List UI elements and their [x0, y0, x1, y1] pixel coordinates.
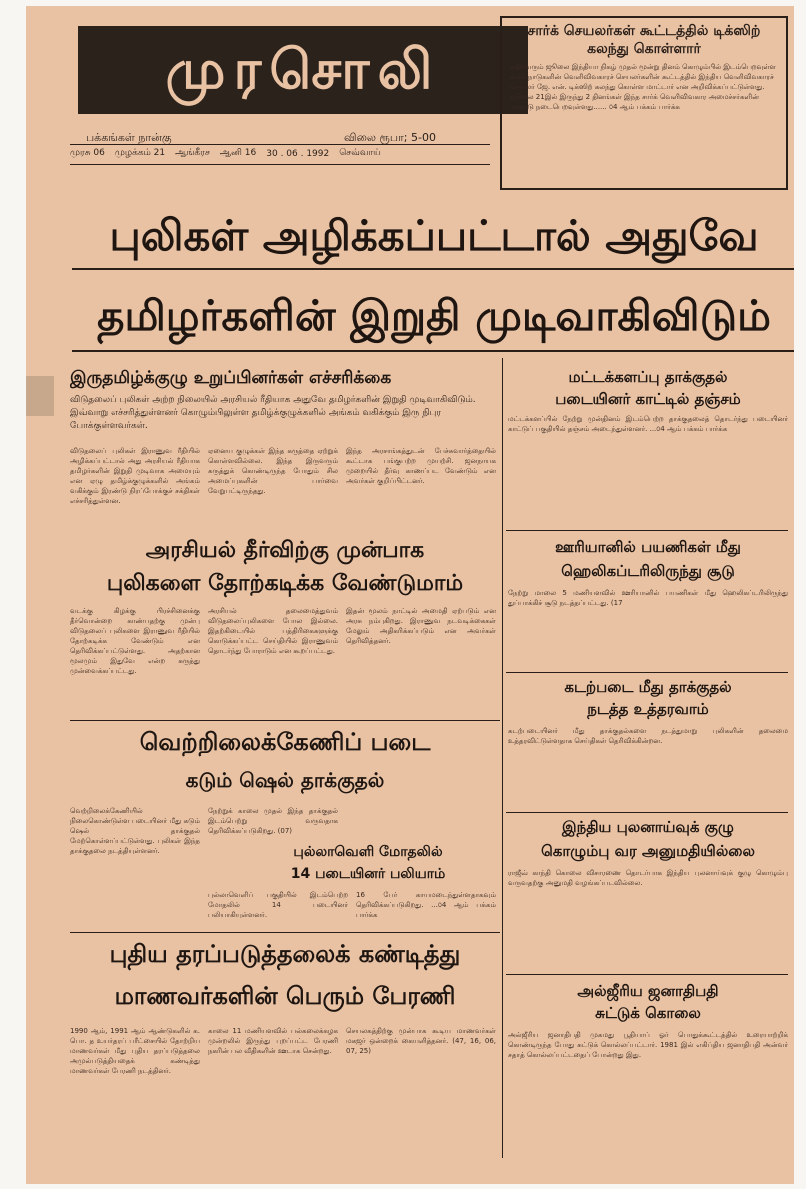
algeria-text: அல்ஜீரிய ஜனாதிபதி முகமது பூதியாப் ஓர் பொதுக்கூட்டத்தில் உரையாற்றிக் கொண்டிருந்த போது சுட்டுக் கொல்லப்பட்டார். 1981 இல் எகிப்திய ஜனாதிபதி அன்வர் சதாத் கொல்லப்பட்டதைப் போன்றது இது. — [508, 1031, 788, 1059]
price: விலை ரூபா; 5-00 — [344, 131, 436, 144]
batticaloa-text: மட்டக்களப்பில் நேற்று முன்தினம் இடம்பெற்ற தாக்குதலைத் தொடர்ந்து படையினர் காட்டுப் பகுதியில் தஞ்சம் அடைந்துள்ளனர். ...௦4 ஆம் பக்கம் பார்க்க — [508, 415, 788, 433]
pullavelly-text-2: 16 பேர் காயமடைந்துள்ளதாகவும் தெரிவிக்கப்படுகிறது. ...௦4 ஆம் பக்கம் பார்க்க — [356, 891, 496, 919]
lead-body-left: விடுதலைப் புலிகள் இராணுவ ரீதியில் அழிக்கப்பட்டால் அது அரசியல் ரீதியாக தமிழர்களின் இறுதி முடிவாக அமையும் என ஏழு தமிழ்க்குழுக்களில் அங்கம் வகிக்கும் இரண்டு நிரப்போக்குச் சக்திகள் எச்சரித்துள்ளன. — [70, 447, 200, 505]
uriyan-headline-2: ஹெலிகப்டரிலிருந்து சூடு — [561, 562, 735, 580]
box-story-headline: சார்க் செயலர்கள் கூட்டத்தில் டிக்ஸிற் கலந்து கொள்ளார் — [527, 23, 761, 57]
vettilai-text-2: நேற்றுக் காலை முதல் இந்த தாக்குதல் இடம்பெற்று வருவதாக தெரிவிக்கப்படுகிறது. (07) — [208, 807, 338, 835]
issue-number: முழக்கம் 21 — [114, 148, 166, 158]
vettilai-col-1 — [70, 806, 200, 916]
students-headline-1: புதிய தரப்படுத்தலைக் கண்டித்து — [109, 940, 461, 968]
tamil-date: ஆனி 16 — [219, 148, 257, 158]
lead-col-2 — [208, 446, 338, 528]
batticaloa-headline-1: மட்டக்களப்பு தாக்குதல் — [568, 368, 728, 386]
algeria-headline-2: சுட்டுக் கொலை — [595, 1004, 701, 1022]
students-headline-2: மாணவர்களின் பெரும் பேரணி — [114, 982, 456, 1010]
rule — [506, 812, 788, 813]
sea-headline-2: நடத்த உத்தரவாம் — [587, 700, 709, 718]
uriyan-col — [508, 588, 788, 668]
rule — [70, 144, 490, 145]
algeria-headline-1: அல்ஜீரிய ஜனாதிபதி — [577, 982, 719, 1000]
vettilai-col-2 — [208, 806, 338, 842]
india-col — [508, 868, 788, 968]
sub-headline-line2: புலிகளை தோற்கடிக்க வேண்டுமாம் — [106, 571, 464, 596]
lead-col-1 — [70, 446, 200, 528]
box-story-text: எதிர்வரும் ஜூலை இந்தியா நிகழ் முதல் மூன்று தினம் கொழும்பில் இடம்பெறவுள்ள சார்க் நாடுகளின் வெளிவிவகாரச் செயலர்களின் கூட்டத்தில் இந்திய வெளிவிவகாரச் செயலர் ஜே. என். டிக்ஸிற் கலந்து கொள்ள மாட்டார் என அறிவிக்கப்பட்டுள்ளது. ஜூலை 21இல் இருந்து 2 தினங்கள் இந்த சார்க் வெளிவிவகார அமைச்சர்களின் மாநாடு நடைபெறவுள்ளது...... ௦4 ஆம் பக்கம் பார்க்க — [510, 63, 776, 111]
batticaloa-headline-2: படையினர் காட்டில் தஞ்சம் — [555, 390, 741, 408]
pullavelly-headline-2: 14 படையினர் பலியாம் — [290, 866, 446, 882]
algeria-col — [508, 1030, 788, 1156]
sea-col — [508, 726, 788, 806]
main-headline-line2: தமிழர்களின் இறுதி முடிவாகிவிடும் — [97, 291, 771, 340]
students-col-3 — [346, 1026, 496, 1156]
india-text: ராஜீவ் காந்தி கொலை விசாரணை தொடர்பாக இந்திய புலனாய்வுக் குழு கொழும்பு வருவதற்கு அனுமதி வழங்கப்படவில்லை. — [508, 869, 788, 887]
sub-story-col2: அரசியல் தலைமைத்துவம் விடுதலைப்புலிகளை போல இல்லை. இதற்கிடையில் பத்திரிகைகளுக்கு கொடுக்கப்பட்ட செய்தியில் இராணுவம் தொடர்ந்து போராடும் என கூறப்பட்டது. — [208, 607, 338, 655]
rule — [506, 672, 788, 673]
uriyan-text: நேற்று மாலை 5 மணியளவில் ஊரியானில் பயணிகள் மீது ஹெலிகப்டரிலிருந்து துப்பாக்கிச் சூடு நடத்தப்பட்டது. (17 — [508, 589, 788, 607]
students-text-2: காலை 11 மணியளவில் பல்கலைக்கழக முன்றலில் இருந்து புறப்பட்ட பேரணி நகரின் பல வீதிகளின் ஊடாக சென்றது. — [208, 1027, 338, 1055]
box-story — [500, 16, 788, 190]
tamil-year: ஆங்கீரச — [175, 148, 210, 158]
batticaloa-col — [508, 414, 788, 524]
sub-col-3 — [346, 606, 496, 716]
rule — [70, 164, 490, 165]
pullavelly-text-1: புல்லாவெளிப் பகுதியில் இடம்பெற்ற மோதலில் 14 படையினர் பலியாகியுள்ளனர். — [208, 891, 348, 919]
newspaper-page — [26, 6, 794, 1184]
lead-kicker: இருதமிழ்க்குழு உறுப்பினர்கள் எச்சரிக்கை — [70, 368, 392, 388]
rule — [506, 530, 788, 531]
sub-story-col3: இதன் மூலம் நாட்டில் அமைதி ஏற்படும் என அரசு நம்புகிறது. இராணுவ நடவடிக்கைகள் மேலும் அதிகரிக்கப்படும் என அவர்கள் தெரிவித்தனர். — [346, 607, 496, 645]
students-col-2 — [208, 1026, 338, 1156]
masthead-logo: முரசொலி — [78, 26, 528, 114]
column-divider — [502, 358, 503, 1158]
lead-col-3 — [346, 446, 496, 528]
rule — [72, 350, 794, 352]
sub-story-col1: வடக்கு கிழக்கு பிரச்சினைக்கு தீர்வொன்றை காண்பதற்கு முன்பு விடுதலைப் புலிகளை இராணுவ ரீதியில் தோற்கடிக்க வேண்டும் என தெரிவிக்கப்பட்டுள்ளது. அதற்கான மூலமும் இதுவே என்ற கருத்து முன்வைக்கப்பட்டது. — [70, 607, 200, 675]
sub-headline-line1: அரசியல் தீர்விற்கு முன்பாக — [145, 538, 425, 563]
rule — [506, 974, 788, 975]
main-headline-line1: புலிகள் அழிக்கப்பட்டால் அதுவே — [109, 211, 759, 260]
india-headline-1: இந்திய புலனாய்வுக் குழு — [562, 818, 734, 836]
students-text-3: செயலகத்திற்கு முன்பாக கூடிய மாணவர்கள் மகஜர் ஒன்றைக் கையளித்தனர். (47, 16, 06, 07, 25) — [346, 1027, 496, 1055]
lead-story — [70, 368, 500, 433]
india-headline-2: கொழும்பு வர அனுமதியில்லை — [541, 842, 755, 860]
students-col-1 — [70, 1026, 200, 1156]
vettilai-headline-2: கடும் ஷெல் தாக்குதல் — [185, 768, 385, 792]
vettilai-text-1: வெற்றிலைக்கேணியில் நிலைகொண்டுள்ள படையினர் மீது கடும் ஷெல் தாக்குதல் மேற்கொள்ளப்பட்டுள்ளது. புலிகள் இந்த தாக்குதலை நடத்தியுள்ளனர். — [70, 807, 200, 855]
students-text-1: 1990 ஆம், 1991 ஆம் ஆண்டுகளில் க. பொ. த உயர்தரப் பரீட்சையில் தோற்றிய மாணவர்கள் மீது புதிய தரப்படுத்தலை அமுல்படுத்தியதைக் கண்டித்து மாணவர்கள் பேரணி நடத்தினர். — [70, 1027, 200, 1075]
lead-body-right: இந்த அரசாங்கத்துடன் பேச்சுவார்த்தையில் கூட்டாக பங்குபற்ற முயற்சி. ஜனநாயக முறையில் தீர்வு காணப்பட வேண்டும் என அவர்கள் குறிப்பிட்டனர். — [346, 447, 496, 485]
torn-edge — [26, 376, 54, 416]
pullavelly-col-1 — [208, 890, 348, 930]
issue-volume: முரசு 06 — [70, 148, 105, 158]
sea-headline-1: கடற்படை மீது தாக்குதல் — [564, 678, 732, 696]
rule — [72, 268, 794, 270]
date: 30 . 06 . 1992 — [266, 148, 330, 159]
vettilai-headline-1: வெற்றிலைக்கேணிப் படை — [139, 728, 431, 756]
sea-text: கடற்படையினர் மீது தாக்குதல்களை நடத்துமாறு புலிகளின் தலைமை உத்தரவிட்டுள்ளதாக செய்திகள் தெரிவிக்கின்றன. — [508, 727, 788, 745]
dateline — [70, 148, 480, 159]
lead-intro: விடுதலைப் புலிகள் அற்ற நிலையில் அரசியல் ரீதியாக அதுவே தமிழர்களின் இறுதி முடிவாகிவிடும். இவ்வாறு எச்சரித்துள்ளனர் கொழும்பிலுள்ள தமிழ்க்குழுக்களில் அங்கம் வகிக்கும் இரு நிபுர போக்குள்ளவர்கள். — [70, 395, 476, 431]
pullavelly-col-2 — [356, 890, 496, 930]
weekday: செவ்வாய் — [339, 148, 381, 158]
uriyan-headline-1: ஊரியானில் பயணிகள் மீது — [555, 538, 741, 556]
lead-body-mid: ஏனைய குழுக்கள் இந்த கருத்தை ஏற்றுக் கொள்ளவில்லை. இந்த இருவரும் கருத்துக் கொண்டிருந்த போதும் சில அமைப்புகளின் பார்வை வேறுபட்டிருந்தது. — [208, 447, 338, 495]
rule — [70, 720, 500, 721]
sub-col-2 — [208, 606, 338, 716]
pullavelly-headline-1: புல்லாவெளி மோதலில் — [293, 844, 443, 860]
sub-col-1 — [70, 606, 200, 716]
rule — [70, 932, 500, 933]
pages-count: பக்கங்கள் நான்கு — [86, 131, 172, 144]
